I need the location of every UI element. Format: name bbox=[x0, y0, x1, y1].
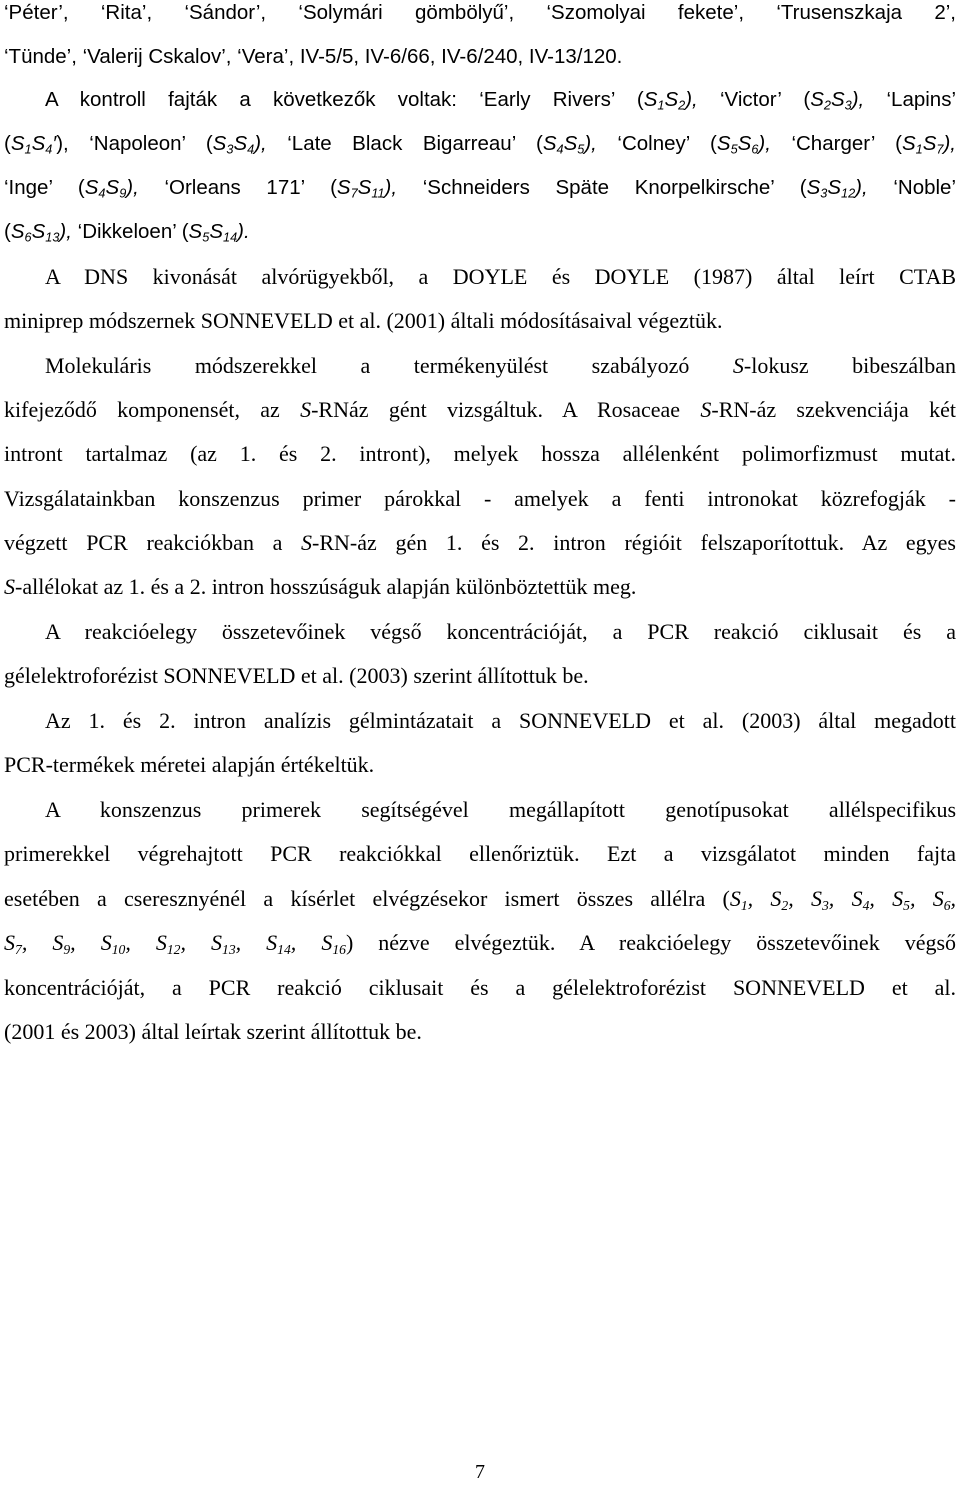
text-line: végzett PCR reakciókban a S-RN-áz gén 1. és 2. intron régióit felszaporítottuk. Az egyes bbox=[4, 530, 956, 555]
text-line: PCR-termékek méretei alapján értékeltük. bbox=[4, 752, 375, 777]
text-line: S-allélokat az 1. és a 2. intron hosszúságuk alapján különböztettük meg. bbox=[4, 574, 637, 599]
text-line: miniprep módszernek SONNEVELD et al. (2001) általi módosításaival végeztük. bbox=[4, 308, 723, 333]
text-line: A reakcióelegy összetevőinek végső koncentrációját, a PCR reakció ciklusait és a bbox=[45, 619, 956, 644]
text-line: $(S_1S_4')$, ‘Napoleon’ $(S_3S_4)$, ‘Late Black Bigarreau’ $(S_4S_5)$, ‘Colney’ $(S_5S_6)$, ‘Charger’ $(S_1S_7)$, bbox=[4, 132, 957, 157]
text-line: A DNS kivonását alvórügyekből, a DOYLE és DOYLE (1987) által leírt CTAB bbox=[45, 264, 956, 289]
text-line: $S_7$, $S_9$, $S_{10}$, $S_{12}$, $S_{13}$, $S_{14}$, $S_{16}$) nézve elvégeztük. A reakcióelegy összetevőinek végső bbox=[4, 930, 957, 957]
text-line: (2001 és 2003) által leírtak szerint állítottuk be. bbox=[4, 1019, 422, 1044]
text-line: Az 1. és 2. intron analízis gélmintázatait a SONNEVELD et al. (2003) által megadott bbox=[45, 708, 956, 733]
text-line: Vizsgálatainkban konszenzus primer párokkal - amelyek a fenti intronokat közrefogják - bbox=[4, 486, 956, 511]
text-line: primerekkel végrehajtott PCR reakciókkal ellenőriztük. Ezt a vizsgálatot minden fajta bbox=[4, 841, 956, 866]
text-line: A konszenzus primerek segítségével megállapított genotípusokat allélspecifikus bbox=[45, 797, 956, 822]
text-line: $(S_6S_{13})$, ‘Dikkeloen’ $(S_5S_{14})$. bbox=[4, 220, 250, 245]
text-line: kifejeződő komponensét, az S-RNáz gént vizsgáltuk. A Rosaceae S-RN-áz szekvenciája két bbox=[4, 397, 956, 422]
text-line: koncentrációját, a PCR reakció ciklusait és a gélelektroforézist SONNEVELD et al. bbox=[4, 975, 956, 1000]
text-line: Molekuláris módszerekkel a termékenyülést szabályozó S-lokusz bibeszálban bbox=[45, 353, 956, 378]
text-line: ‘Inge’ $(S_4S_9)$, ‘Orleans 171’ $(S_7S_{11})$, ‘Schneiders Späte Knorpelkirsche’ $(S_3S_{12})$, ‘Noble’ bbox=[4, 176, 957, 201]
text-line: A kontroll fajták a következők voltak: ‘Early Rivers’ $(S_1S_2)$, ‘Victor’ $(S_2S_3)$, ‘Lapins’ bbox=[45, 88, 957, 113]
text-line: gélelektroforézist SONNEVELD et al. (2003) szerint állítottuk be. bbox=[4, 663, 589, 688]
page-number: 7 bbox=[475, 1461, 485, 1483]
text-line: ‘Tünde’, ‘Valerij Cskalov’, ‘Vera’, IV-5/5, IV-6/66, IV-6/240, IV-13/120. bbox=[4, 45, 623, 68]
text-line: esetében a cseresznyénél a kísérlet elvégzésekor ismert összes allélra ($S_1$, $S_2$, $S_3$, $S_4$, $S_5$, $S_6$, bbox=[4, 886, 957, 913]
text-line: ‘Péter’, ‘Rita’, ‘Sándor’, ‘Solymári gömbölyű’, ‘Szomolyai fekete’, ‘Trusenszkaja 2’, bbox=[4, 1, 956, 24]
text-line: intront tartalmaz (az 1. és 2. intront), melyek hossza allélenként polimorfizmust mutat. bbox=[4, 441, 956, 466]
